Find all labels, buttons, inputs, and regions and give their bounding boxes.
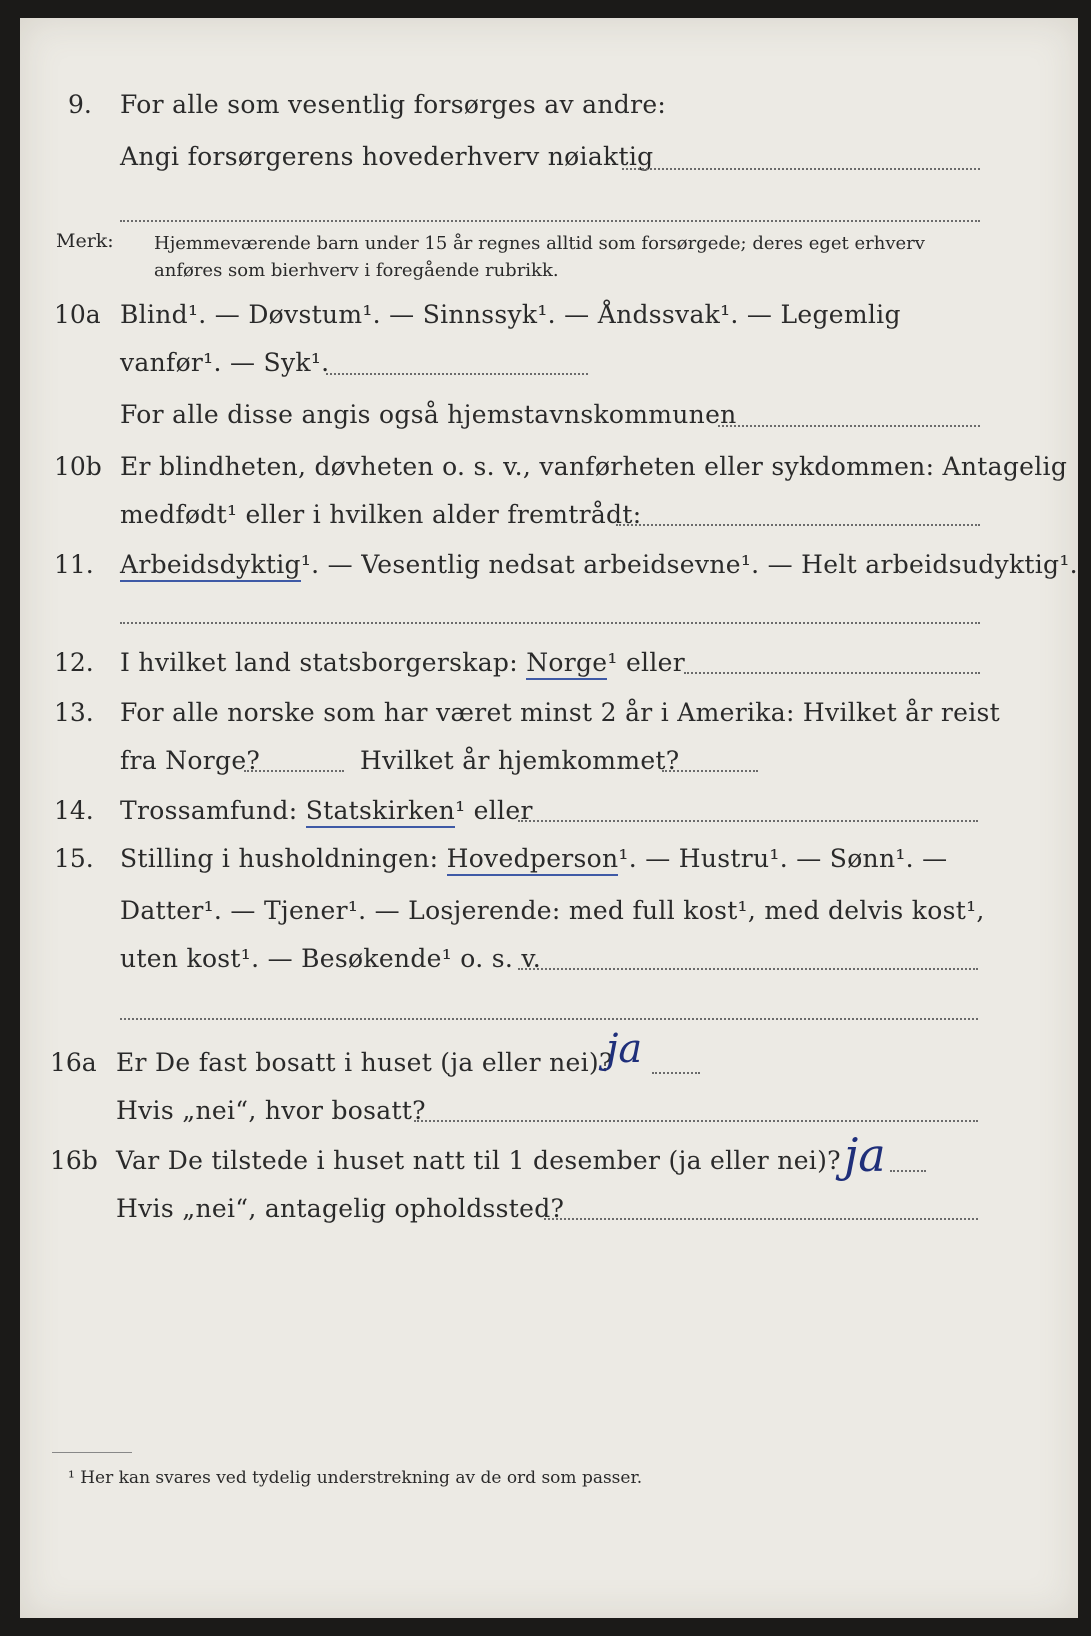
q12-post: ¹ eller	[607, 648, 685, 677]
q13-line2b: Hvilket år hjemkommet?	[360, 746, 680, 775]
footnote-text: ¹ Her kan svares ved tydelig understrekning av de ord som passer.	[68, 1468, 643, 1488]
q13-line1: For alle norske som har været minst 2 år i Amerika: Hvilket år reist	[120, 698, 1001, 727]
q11-selected-arbeidsdyktig: Arbeidsdyktig	[120, 550, 301, 582]
merk-label: Merk:	[56, 230, 114, 252]
q16a-line2: Hvis „nei“, hvor bosatt?	[116, 1096, 426, 1125]
q11-number: 11.	[54, 550, 94, 579]
q16b-line1: Var De tilstede i huset natt til 1 desember (ja eller nei)?	[116, 1146, 841, 1175]
q12-pre: I hvilket land statsborgerskap:	[120, 648, 518, 677]
q10a-answer-line	[326, 373, 588, 375]
q11-answer-line	[120, 622, 980, 624]
q9-line1: For alle som vesentlig forsørges av andre:	[120, 90, 667, 119]
q14-selected-statskirken: Statskirken	[306, 796, 455, 828]
q10a-hjemstavn-line	[718, 425, 980, 427]
q12-answer-line	[684, 672, 980, 674]
q12-text	[120, 648, 685, 678]
census-form-page	[20, 18, 1078, 1618]
q15-pre: Stilling i husholdningen:	[120, 844, 439, 873]
q9-answer-line	[622, 168, 980, 170]
q15-selected-hovedperson: Hovedperson	[447, 844, 619, 876]
q15-answer-line	[518, 968, 978, 970]
q15-line1	[120, 844, 947, 874]
q9-line2: Angi forsørgerens hovederhverv nøiaktig	[120, 142, 654, 171]
q16b-line2: Hvis „nei“, antagelig opholdssted?	[116, 1194, 565, 1223]
q16a-line1: Er De fast bosatt i huset (ja eller nei)?	[116, 1048, 613, 1077]
q14-post: ¹ eller	[455, 796, 533, 825]
q13-number: 13.	[54, 698, 94, 727]
q16a-answer-line	[652, 1072, 700, 1074]
merk-line2: anføres som bierhverv i foregående rubrikk.	[154, 260, 559, 281]
q14-number: 14.	[54, 796, 94, 825]
q16a-bosatt-line	[414, 1120, 978, 1122]
q16b-opholdssted-line	[544, 1218, 978, 1220]
q9-number: 9.	[68, 90, 92, 119]
q13-hjemkommet-line	[662, 770, 758, 772]
q14-answer-line	[518, 820, 978, 822]
q16b-handwritten-answer: ja	[844, 1128, 886, 1182]
q10b-number: 10b	[54, 452, 102, 481]
q16b-number: 16b	[50, 1146, 98, 1175]
q15-answer-line-2	[120, 1018, 978, 1020]
footnote-rule	[52, 1452, 132, 1453]
q14-pre: Trossamfund:	[120, 796, 298, 825]
q14-text	[120, 796, 533, 826]
q10a-line1: Blind¹. — Døvstum¹. — Sinnssyk¹. — Åndssvak¹. — Legemlig	[120, 300, 901, 329]
q10a-number: 10a	[54, 300, 101, 329]
q13-reist-line	[244, 770, 344, 772]
q16b-answer-line	[890, 1170, 926, 1172]
q10a-line3: For alle disse angis også hjemstavnskommunen	[120, 400, 737, 429]
q12-number: 12.	[54, 648, 94, 677]
q15-post: ¹. — Hustru¹. — Sønn¹. —	[618, 844, 948, 873]
q10b-line2: medfødt¹ eller i hvilken alder fremtrådt:	[120, 500, 642, 529]
merk-line1: Hjemmeværende barn under 15 år regnes alltid som forsørgede; deres eget erhverv	[154, 233, 925, 254]
q10b-answer-line	[616, 524, 980, 526]
q10b-line1: Er blindheten, døvheten o. s. v., vanførheten eller sykdommen: Antagelig	[120, 452, 1068, 481]
q13-line2a: fra Norge?	[120, 746, 261, 775]
q9-answer-line-2	[120, 220, 980, 222]
q11-text	[120, 550, 1078, 580]
q15-line3: uten kost¹. — Besøkende¹ o. s. v.	[120, 944, 542, 973]
q15-number: 15.	[54, 844, 94, 873]
q16a-number: 16a	[50, 1048, 97, 1077]
q15-line2: Datter¹. — Tjener¹. — Losjerende: med full kost¹, med delvis kost¹,	[120, 896, 985, 925]
q10a-line2: vanfør¹. — Syk¹.	[120, 348, 330, 377]
q12-selected-norge: Norge	[526, 648, 607, 680]
q11-rest: ¹. — Vesentlig nedsat arbeidsevne¹. — Helt arbeidsudyktig¹.	[300, 550, 1078, 579]
q16a-handwritten-answer: ja	[606, 1026, 643, 1072]
